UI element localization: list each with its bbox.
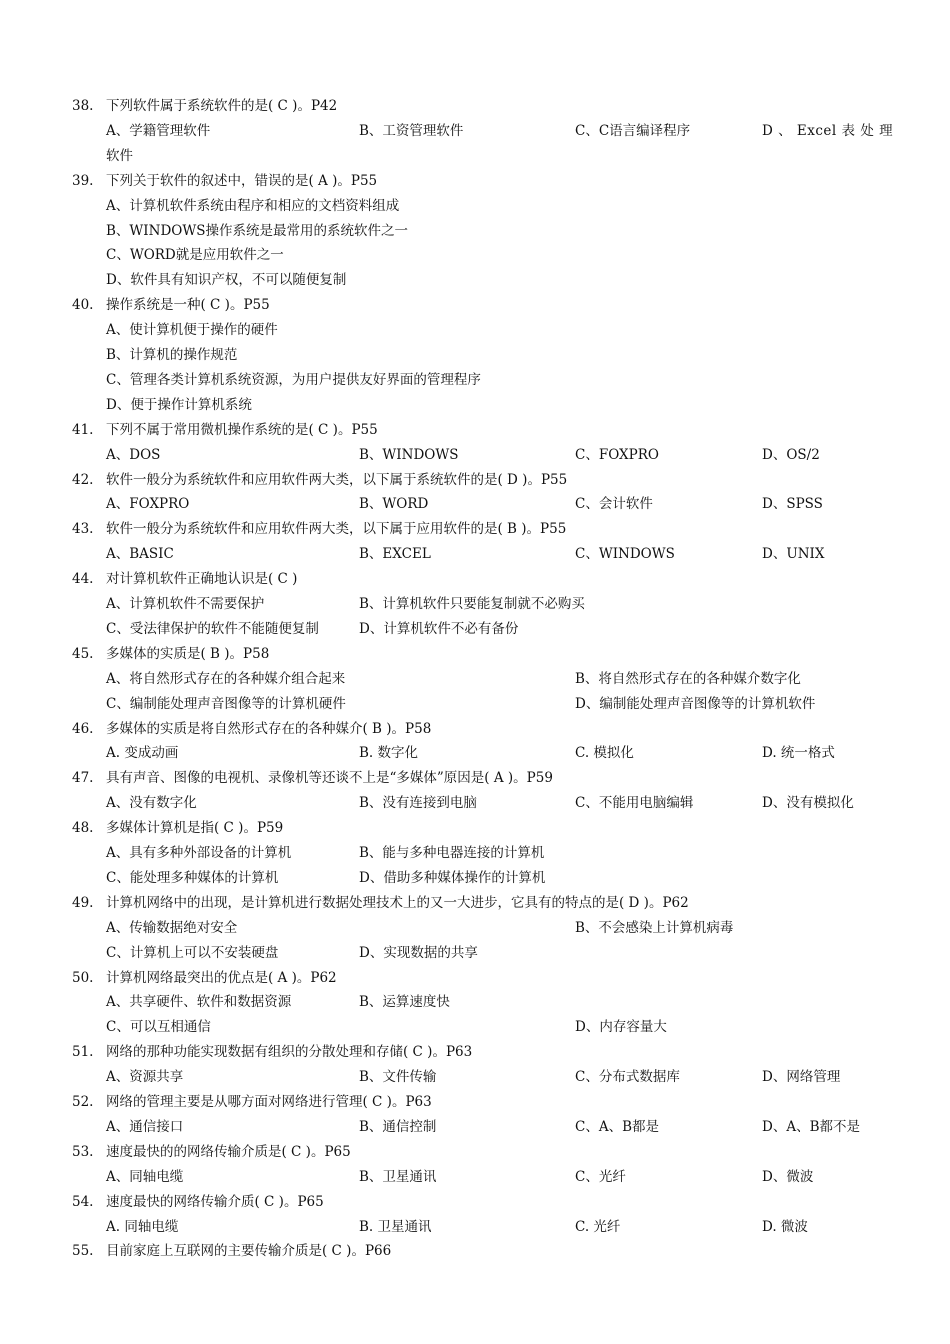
question-number: 39. bbox=[72, 172, 94, 189]
question-line bbox=[0, 817, 950, 839]
question-text: 具有声音、图像的电视机、录像机等还谈不上是“多媒体”原因是( A )。P59 bbox=[106, 770, 553, 787]
answer-option: B. 卫星通讯 bbox=[359, 1218, 432, 1235]
answer-option: D、SPSS bbox=[762, 496, 823, 513]
question-number: 55. bbox=[72, 1243, 94, 1260]
answer-option: C、受法律保护的软件不能随便复制 bbox=[106, 620, 319, 637]
answer-option: A、BASIC bbox=[106, 546, 174, 563]
question-text: 多媒体的实质是( B )。P58 bbox=[106, 645, 270, 662]
answer-option: C. 模拟化 bbox=[575, 745, 634, 762]
answer-option: A、同轴电缆 bbox=[106, 1168, 184, 1185]
question-text: 网络的那种功能实现数据有组织的分散处理和存储( C )。P63 bbox=[106, 1044, 473, 1061]
answer-option: A、资源共享 bbox=[106, 1069, 184, 1086]
question-line bbox=[0, 518, 950, 540]
options-line bbox=[0, 543, 950, 565]
options-line bbox=[0, 319, 950, 341]
options-line bbox=[0, 195, 950, 217]
question-line bbox=[0, 95, 950, 117]
answer-option: D、计算机软件不必有备份 bbox=[359, 620, 519, 637]
question-line bbox=[0, 469, 950, 491]
answer-option: C、C语言编译程序 bbox=[575, 122, 691, 139]
question-number: 53. bbox=[72, 1143, 94, 1160]
options-line bbox=[0, 1066, 950, 1088]
question-text: 软件一般分为系统软件和应用软件两大类，以下属于系统软件的是( D )。P55 bbox=[106, 471, 568, 488]
question-number: 47. bbox=[72, 770, 94, 787]
answer-option: B、不会感染上计算机病毒 bbox=[575, 919, 734, 936]
options-line bbox=[0, 220, 950, 242]
answer-option: C、A、B都是 bbox=[575, 1118, 659, 1135]
answer-option: C、编制能处理声音图像等的计算机硬件 bbox=[106, 695, 346, 712]
answer-option: D、A、B都不是 bbox=[762, 1118, 860, 1135]
question-number: 49. bbox=[72, 894, 94, 911]
answer-option: A、通信接口 bbox=[106, 1118, 184, 1135]
answer-option: B、将自然形式存在的各种媒介数字化 bbox=[575, 670, 801, 687]
question-text: 多媒体计算机是指( C )。P59 bbox=[106, 820, 284, 837]
question-line bbox=[0, 643, 950, 665]
question-number: 38. bbox=[72, 98, 94, 114]
answer-option: C、管理各类计算机系统资源，为用户提供友好界面的管理程序 bbox=[106, 371, 481, 388]
question-line bbox=[0, 170, 950, 192]
options-line bbox=[0, 244, 950, 266]
answer-option: D、没有模拟化 bbox=[762, 795, 854, 812]
question-line bbox=[0, 1141, 950, 1163]
answer-option: A、DOS bbox=[106, 446, 161, 463]
question-line bbox=[0, 767, 950, 789]
answer-option: C、可以互相通信 bbox=[106, 1019, 211, 1036]
question-line bbox=[0, 568, 950, 590]
options-line bbox=[0, 444, 950, 466]
options-line bbox=[0, 742, 950, 764]
answer-option: B、WINDOWS操作系统是最常用的系统软件之一 bbox=[106, 222, 408, 239]
answer-option: B、工资管理软件 bbox=[359, 122, 464, 139]
answer-option: B、运算速度快 bbox=[359, 994, 450, 1011]
answer-option: 软件 bbox=[106, 147, 133, 164]
question-line bbox=[0, 1091, 950, 1113]
answer-option: A、学籍管理软件 bbox=[106, 122, 211, 139]
answer-option: A. 同轴电缆 bbox=[106, 1218, 179, 1235]
answer-option: D、内存容量大 bbox=[575, 1019, 667, 1036]
question-text: 速度最快的网络传输介质( C )。P65 bbox=[106, 1193, 324, 1210]
question-number: 51. bbox=[72, 1044, 94, 1061]
answer-option: B、EXCEL bbox=[359, 546, 431, 563]
options-line bbox=[0, 1216, 950, 1238]
options-line bbox=[0, 269, 950, 291]
answer-option: B、通信控制 bbox=[359, 1118, 437, 1135]
question-line bbox=[0, 967, 950, 989]
answer-option: D 、 Excel 表 处 理 bbox=[762, 122, 894, 139]
question-text: 下列不属于常用微机操作系统的是( C )。P55 bbox=[106, 421, 378, 438]
options-line bbox=[0, 693, 950, 715]
question-line bbox=[0, 294, 950, 316]
question-line bbox=[0, 718, 950, 740]
question-text: 下列软件属于系统软件的是( C )。P42 bbox=[106, 98, 338, 114]
options-line bbox=[0, 394, 950, 416]
answer-option: D、便于操作计算机系统 bbox=[106, 396, 252, 413]
answer-option: D、软件具有知识产权，不可以随便复制 bbox=[106, 272, 347, 289]
question-line bbox=[0, 1041, 950, 1063]
answer-option: C、WORD就是应用软件之一 bbox=[106, 247, 284, 264]
answer-option: D、微波 bbox=[762, 1168, 814, 1185]
options-line bbox=[0, 991, 950, 1013]
answer-option: D、UNIX bbox=[762, 546, 825, 563]
question-line bbox=[0, 419, 950, 441]
question-text: 计算机网络中的出现，是计算机进行数据处理技术上的又一大进步，它具有的特点的是( D )。P62 bbox=[106, 894, 689, 911]
question-text: 网络的管理主要是从哪方面对网络进行管理( C )。P63 bbox=[106, 1094, 432, 1110]
answer-option: D、编制能处理声音图像等的计算机软件 bbox=[575, 695, 816, 712]
answer-option: A、将自然形式存在的各种媒介组合起来 bbox=[106, 670, 346, 687]
question-line bbox=[0, 1240, 950, 1262]
options-line bbox=[0, 145, 950, 167]
options-line bbox=[0, 593, 950, 615]
question-text: 操作系统是一种( C )。P55 bbox=[106, 297, 270, 314]
options-line bbox=[0, 618, 950, 640]
question-number: 44. bbox=[72, 571, 94, 588]
answer-option: A、共享硬件、软件和数据资源 bbox=[106, 994, 292, 1011]
answer-option: B、WINDOWS bbox=[359, 446, 459, 463]
options-line bbox=[0, 668, 950, 690]
answer-option: B、WORD bbox=[359, 496, 429, 513]
answer-option: B、计算机的操作规范 bbox=[106, 347, 238, 363]
options-line bbox=[0, 493, 950, 515]
answer-option: D、OS/2 bbox=[762, 446, 820, 463]
answer-option: A. 变成动画 bbox=[106, 745, 179, 762]
answer-option: B、卫星通讯 bbox=[359, 1168, 437, 1185]
answer-option: B、能与多种电器连接的计算机 bbox=[359, 845, 545, 861]
options-line bbox=[0, 792, 950, 814]
question-text: 计算机网络最突出的优点是( A )。P62 bbox=[106, 969, 337, 986]
options-line bbox=[0, 942, 950, 964]
question-number: 54. bbox=[72, 1193, 94, 1210]
answer-option: B、文件传输 bbox=[359, 1069, 437, 1086]
question-number: 48. bbox=[72, 820, 94, 837]
answer-option: A、使计算机便于操作的硬件 bbox=[106, 322, 278, 339]
options-line bbox=[0, 120, 950, 142]
answer-option: A、没有数字化 bbox=[106, 795, 197, 812]
question-text: 目前家庭上互联网的主要传输介质是( C )。P66 bbox=[106, 1243, 392, 1260]
question-number: 45. bbox=[72, 645, 94, 662]
question-number: 42. bbox=[72, 471, 94, 488]
answer-option: B、没有连接到电脑 bbox=[359, 795, 477, 812]
options-line bbox=[0, 1166, 950, 1188]
question-number: 50. bbox=[72, 969, 94, 986]
answer-option: D、借助多种媒体操作的计算机 bbox=[359, 869, 546, 886]
answer-option: C、不能用电脑编辑 bbox=[575, 795, 694, 812]
question-number: 46. bbox=[72, 720, 94, 737]
question-line bbox=[0, 1191, 950, 1213]
question-number: 41. bbox=[72, 421, 94, 438]
answer-option: C、分布式数据库 bbox=[575, 1069, 680, 1086]
answer-option: A、计算机软件不需要保护 bbox=[106, 596, 265, 612]
answer-option: D、网络管理 bbox=[762, 1069, 841, 1086]
answer-option: D. 微波 bbox=[762, 1218, 808, 1235]
answer-option: D、实现数据的共享 bbox=[359, 944, 478, 961]
question-number: 43. bbox=[72, 521, 94, 538]
options-line bbox=[0, 1116, 950, 1138]
answer-option: C. 光纤 bbox=[575, 1218, 621, 1235]
answer-option: C、WINDOWS bbox=[575, 546, 675, 563]
answer-option: C、能处理多种媒体的计算机 bbox=[106, 869, 279, 886]
answer-option: C、会计软件 bbox=[575, 496, 653, 513]
answer-option: A、具有多种外部设备的计算机 bbox=[106, 845, 292, 861]
question-text: 下列关于软件的叙述中，错误的是( A )。P55 bbox=[106, 172, 378, 189]
question-line bbox=[0, 892, 950, 914]
answer-option: C、光纤 bbox=[575, 1168, 626, 1185]
answer-option: B、计算机软件只要能复制就不必购买 bbox=[359, 596, 585, 612]
answer-option: C、计算机上可以不安装硬盘 bbox=[106, 944, 279, 961]
options-line bbox=[0, 842, 950, 864]
answer-option: A、传输数据绝对安全 bbox=[106, 919, 238, 936]
options-line bbox=[0, 917, 950, 939]
answer-option: A、计算机软件系统由程序和相应的文档资料组成 bbox=[106, 197, 400, 214]
question-text: 多媒体的实质是将自然形式存在的各种媒介( B )。P58 bbox=[106, 720, 432, 737]
answer-option: C、FOXPRO bbox=[575, 446, 659, 463]
options-line bbox=[0, 867, 950, 889]
answer-option: D. 统一格式 bbox=[762, 745, 835, 762]
question-text: 对计算机软件正确地认识是( C ) bbox=[106, 571, 298, 588]
question-text: 软件一般分为系统软件和应用软件两大类，以下属于应用软件的是( B )。P55 bbox=[106, 521, 567, 538]
question-number: 40. bbox=[72, 297, 94, 314]
answer-option: B. 数字化 bbox=[359, 745, 419, 762]
question-number: 52. bbox=[72, 1094, 94, 1110]
question-text: 速度最快的的网络传输介质是( C )。P65 bbox=[106, 1143, 351, 1160]
options-line bbox=[0, 344, 950, 366]
options-line bbox=[0, 1016, 950, 1038]
answer-option: A、FOXPRO bbox=[106, 496, 190, 513]
options-line bbox=[0, 369, 950, 391]
